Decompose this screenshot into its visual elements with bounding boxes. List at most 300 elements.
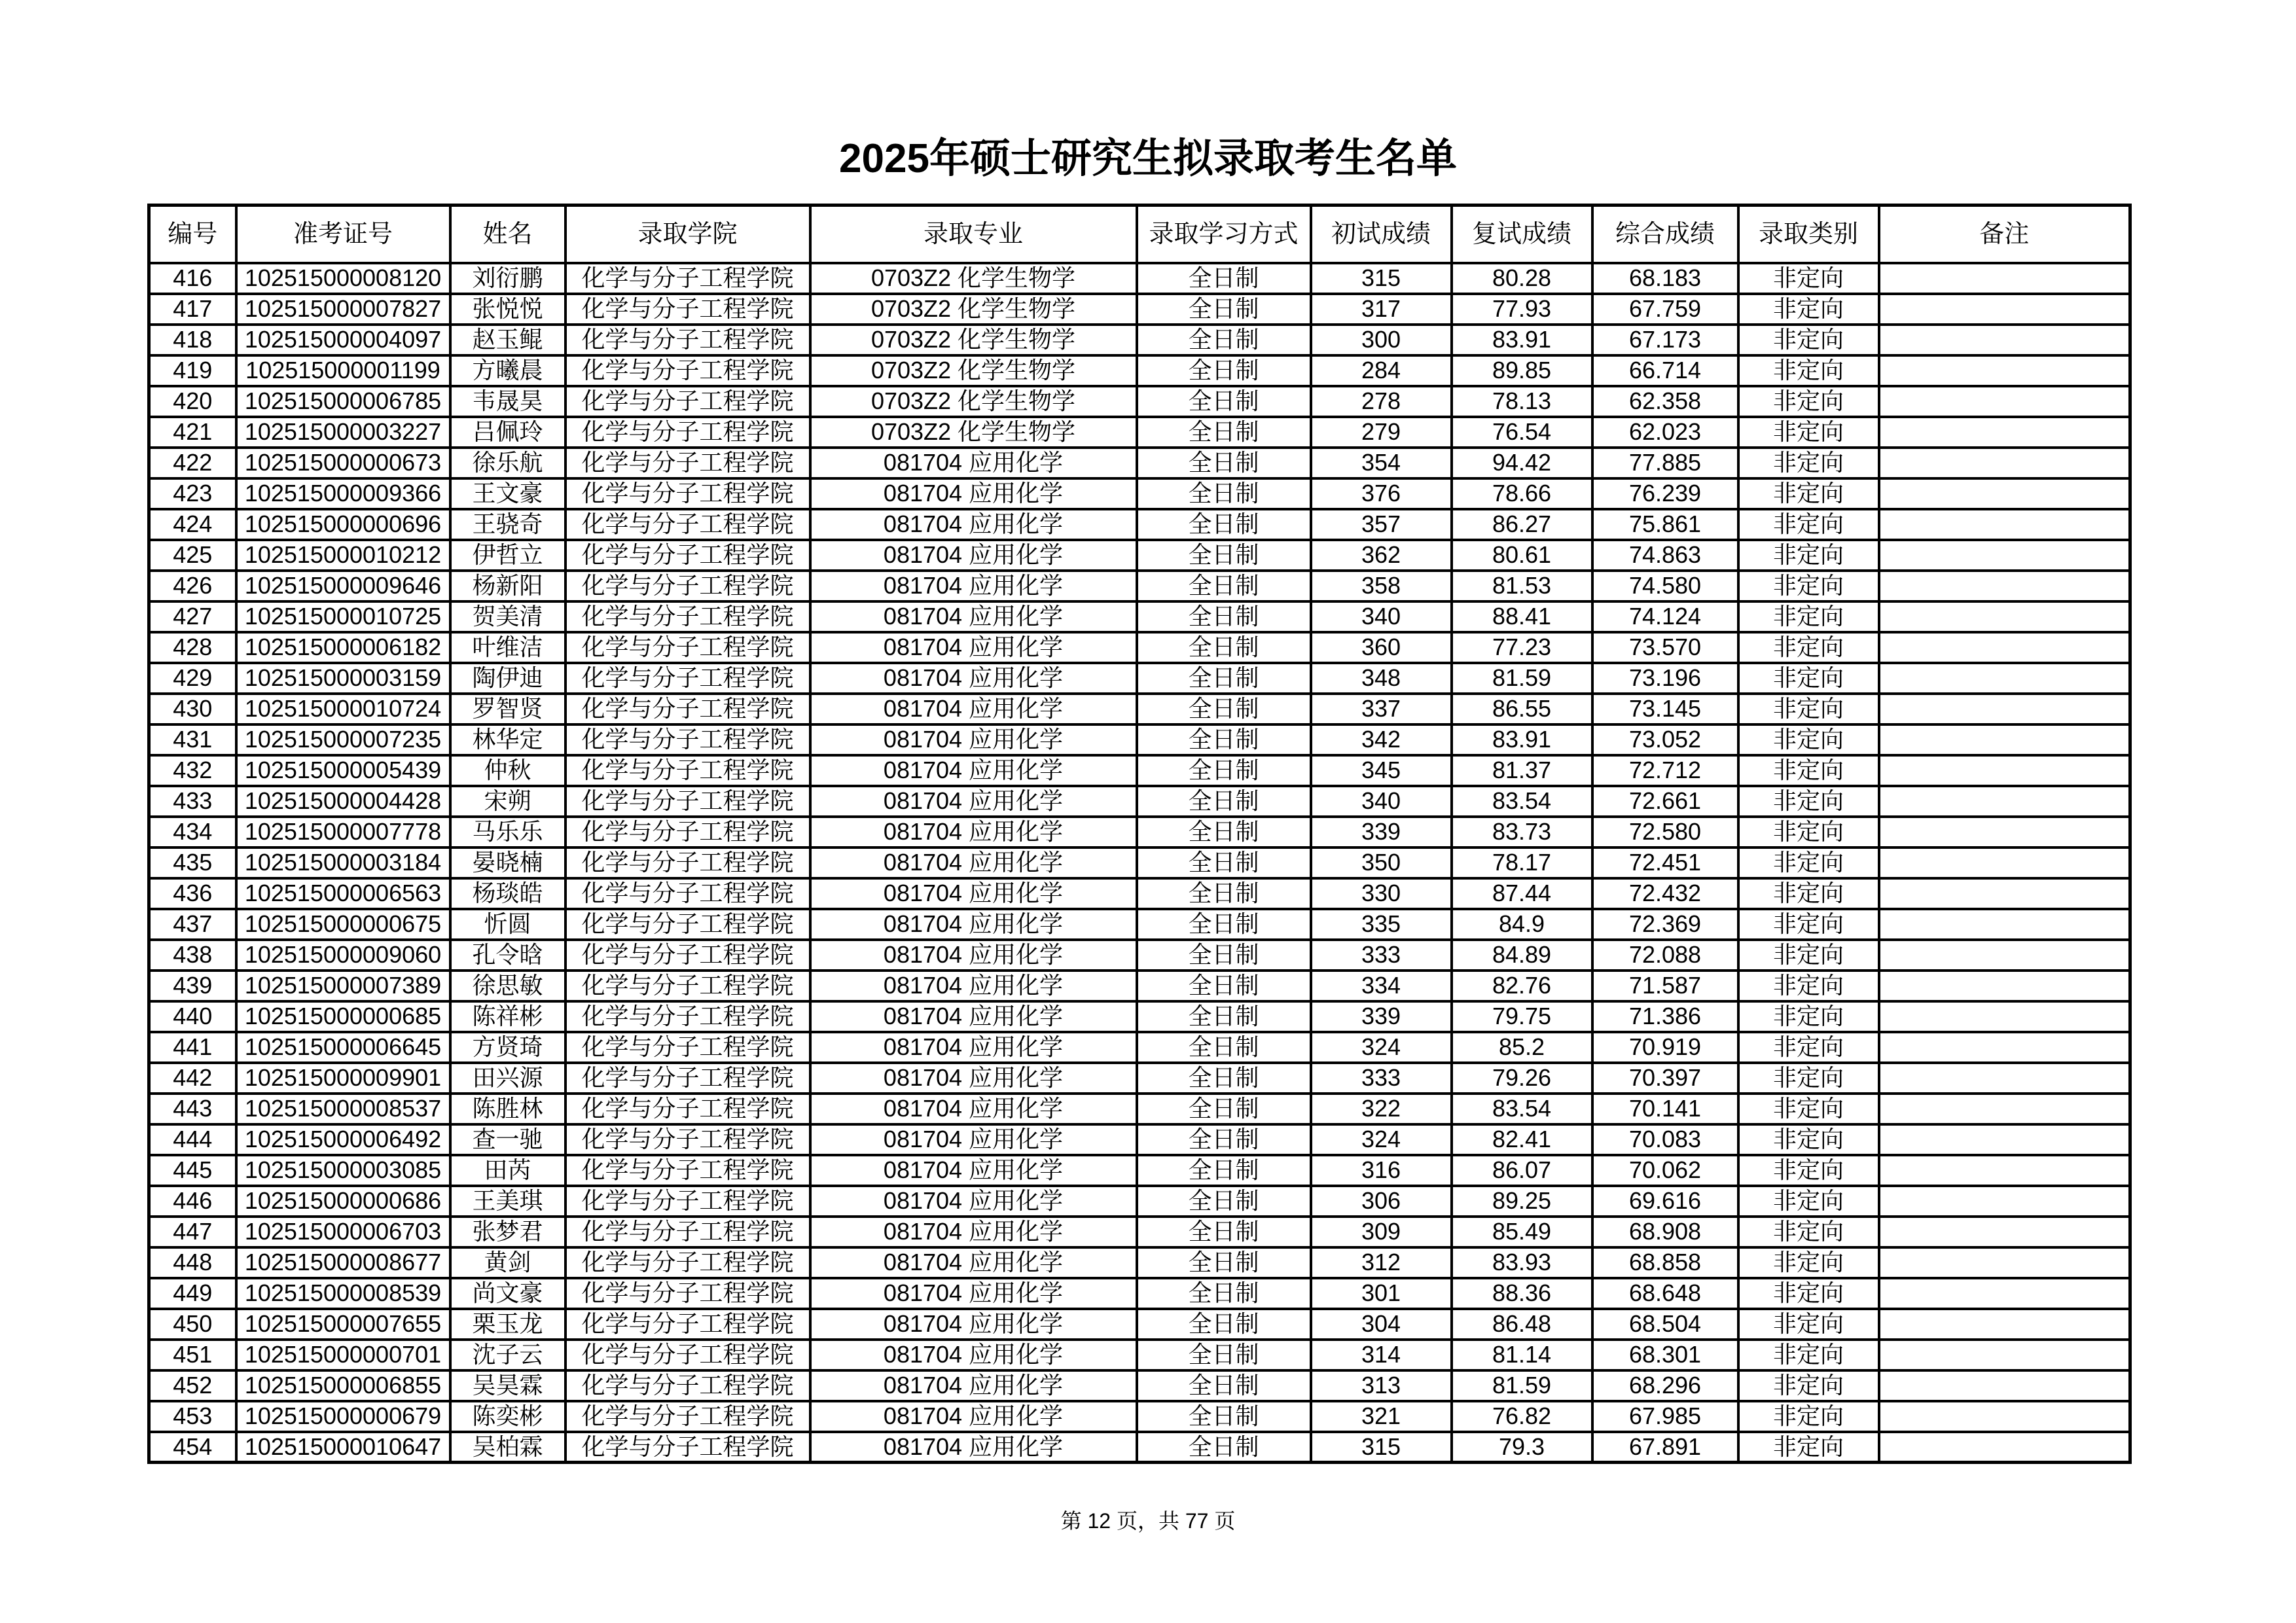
cell-id: 442 <box>149 1063 236 1094</box>
table-row <box>149 878 2130 909</box>
cell-ticket-number: 102515000008120 <box>236 263 450 294</box>
cell-admission-category: 非定向 <box>1738 355 1879 386</box>
cell-study-mode: 全日制 <box>1137 571 1311 601</box>
cell-id: 418 <box>149 325 236 355</box>
cell-admission-category: 非定向 <box>1738 1340 1879 1370</box>
cell-ticket-number: 102515000010725 <box>236 601 450 632</box>
cell-remarks <box>1879 601 2130 632</box>
cell-college: 化学与分子工程学院 <box>565 940 810 971</box>
cell-study-mode: 全日制 <box>1137 355 1311 386</box>
cell-remarks <box>1879 1370 2130 1401</box>
cell-id: 419 <box>149 355 236 386</box>
cell-college: 化学与分子工程学院 <box>565 1278 810 1309</box>
cell-admission-category: 非定向 <box>1738 817 1879 847</box>
cell-ticket-number: 102515000009060 <box>236 940 450 971</box>
cell-name: 查一驰 <box>450 1124 565 1155</box>
cell-study-mode: 全日制 <box>1137 448 1311 478</box>
cell-remarks <box>1879 1094 2130 1124</box>
cell-retest-score: 86.07 <box>1452 1155 1592 1186</box>
cell-ticket-number: 102515000006563 <box>236 878 450 909</box>
cell-id: 421 <box>149 417 236 448</box>
cell-major: 0703Z2 化学生物学 <box>810 386 1137 417</box>
cell-comprehensive-score: 72.088 <box>1592 940 1738 971</box>
table-row <box>149 540 2130 571</box>
cell-comprehensive-score: 72.712 <box>1592 755 1738 786</box>
cell-comprehensive-score: 74.580 <box>1592 571 1738 601</box>
cell-study-mode: 全日制 <box>1137 294 1311 325</box>
cell-study-mode: 全日制 <box>1137 1370 1311 1401</box>
table-row <box>149 663 2130 694</box>
cell-initial-score: 345 <box>1311 755 1452 786</box>
cell-remarks <box>1879 1186 2130 1217</box>
cell-id: 428 <box>149 632 236 663</box>
cell-initial-score: 376 <box>1311 478 1452 509</box>
cell-retest-score: 76.54 <box>1452 417 1592 448</box>
cell-name: 仲秋 <box>450 755 565 786</box>
cell-initial-score: 342 <box>1311 724 1452 755</box>
cell-comprehensive-score: 70.083 <box>1592 1124 1738 1155</box>
table-row <box>149 755 2130 786</box>
cell-retest-score: 81.53 <box>1452 571 1592 601</box>
cell-name: 张悦悦 <box>450 294 565 325</box>
cell-id: 431 <box>149 724 236 755</box>
cell-remarks <box>1879 1063 2130 1094</box>
cell-name: 晏晓楠 <box>450 847 565 878</box>
cell-remarks <box>1879 325 2130 355</box>
admission-list-table <box>147 204 2132 1464</box>
cell-study-mode: 全日制 <box>1137 1155 1311 1186</box>
cell-initial-score: 335 <box>1311 909 1452 940</box>
cell-admission-category: 非定向 <box>1738 417 1879 448</box>
cell-name: 陶伊迪 <box>450 663 565 694</box>
cell-initial-score: 333 <box>1311 1063 1452 1094</box>
cell-ticket-number: 102515000004097 <box>236 325 450 355</box>
table-row <box>149 940 2130 971</box>
cell-initial-score: 362 <box>1311 540 1452 571</box>
cell-study-mode: 全日制 <box>1137 1247 1311 1278</box>
cell-name: 张梦君 <box>450 1217 565 1247</box>
cell-name: 吴柏霖 <box>450 1432 565 1463</box>
cell-college: 化学与分子工程学院 <box>565 571 810 601</box>
cell-remarks <box>1879 1217 2130 1247</box>
cell-admission-category: 非定向 <box>1738 1401 1879 1432</box>
cell-comprehensive-score: 70.141 <box>1592 1094 1738 1124</box>
cell-study-mode: 全日制 <box>1137 1340 1311 1370</box>
cell-admission-category: 非定向 <box>1738 1032 1879 1063</box>
cell-major: 081704 应用化学 <box>810 571 1137 601</box>
table-row <box>149 817 2130 847</box>
cell-study-mode: 全日制 <box>1137 755 1311 786</box>
cell-remarks <box>1879 1001 2130 1032</box>
cell-major: 081704 应用化学 <box>810 724 1137 755</box>
cell-remarks <box>1879 971 2130 1001</box>
cell-initial-score: 322 <box>1311 1094 1452 1124</box>
cell-name: 杨琰皓 <box>450 878 565 909</box>
cell-id: 446 <box>149 1186 236 1217</box>
cell-remarks <box>1879 540 2130 571</box>
cell-study-mode: 全日制 <box>1137 601 1311 632</box>
cell-major: 081704 应用化学 <box>810 632 1137 663</box>
cell-major: 081704 应用化学 <box>810 1124 1137 1155</box>
column-header-college: 录取学院 <box>565 205 810 263</box>
table-row <box>149 694 2130 724</box>
cell-ticket-number: 102515000007235 <box>236 724 450 755</box>
cell-college: 化学与分子工程学院 <box>565 1094 810 1124</box>
cell-remarks <box>1879 1247 2130 1278</box>
cell-major: 081704 应用化学 <box>810 878 1137 909</box>
cell-initial-score: 337 <box>1311 694 1452 724</box>
cell-id: 422 <box>149 448 236 478</box>
table-row <box>149 909 2130 940</box>
cell-remarks <box>1879 417 2130 448</box>
cell-admission-category: 非定向 <box>1738 909 1879 940</box>
cell-retest-score: 79.3 <box>1452 1432 1592 1463</box>
cell-ticket-number: 102515000007389 <box>236 971 450 1001</box>
cell-college: 化学与分子工程学院 <box>565 786 810 817</box>
cell-study-mode: 全日制 <box>1137 817 1311 847</box>
cell-retest-score: 83.93 <box>1452 1247 1592 1278</box>
cell-admission-category: 非定向 <box>1738 663 1879 694</box>
table-row <box>149 1124 2130 1155</box>
cell-retest-score: 78.13 <box>1452 386 1592 417</box>
cell-study-mode: 全日制 <box>1137 971 1311 1001</box>
cell-name: 王美琪 <box>450 1186 565 1217</box>
cell-comprehensive-score: 73.196 <box>1592 663 1738 694</box>
cell-id: 447 <box>149 1217 236 1247</box>
cell-admission-category: 非定向 <box>1738 1217 1879 1247</box>
cell-id: 448 <box>149 1247 236 1278</box>
cell-study-mode: 全日制 <box>1137 878 1311 909</box>
cell-study-mode: 全日制 <box>1137 1217 1311 1247</box>
cell-ticket-number: 102515000001199 <box>236 355 450 386</box>
cell-comprehensive-score: 68.183 <box>1592 263 1738 294</box>
table-row <box>149 478 2130 509</box>
column-header-admission-category: 录取类别 <box>1738 205 1879 263</box>
cell-remarks <box>1879 1309 2130 1340</box>
cell-name: 宋朔 <box>450 786 565 817</box>
cell-id: 420 <box>149 386 236 417</box>
cell-ticket-number: 102515000000686 <box>236 1186 450 1217</box>
cell-ticket-number: 102515000007827 <box>236 294 450 325</box>
cell-name: 马乐乐 <box>450 817 565 847</box>
cell-retest-score: 81.37 <box>1452 755 1592 786</box>
table-row <box>149 355 2130 386</box>
cell-name: 罗智贤 <box>450 694 565 724</box>
cell-college: 化学与分子工程学院 <box>565 755 810 786</box>
cell-retest-score: 83.54 <box>1452 1094 1592 1124</box>
cell-initial-score: 306 <box>1311 1186 1452 1217</box>
cell-id: 440 <box>149 1001 236 1032</box>
cell-study-mode: 全日制 <box>1137 417 1311 448</box>
cell-remarks <box>1879 1032 2130 1063</box>
cell-name: 方贤琦 <box>450 1032 565 1063</box>
cell-name: 陈胜林 <box>450 1094 565 1124</box>
cell-admission-category: 非定向 <box>1738 1432 1879 1463</box>
cell-major: 081704 应用化学 <box>810 1032 1137 1063</box>
cell-study-mode: 全日制 <box>1137 1186 1311 1217</box>
column-header-comprehensive-score: 综合成绩 <box>1592 205 1738 263</box>
cell-college: 化学与分子工程学院 <box>565 817 810 847</box>
cell-initial-score: 330 <box>1311 878 1452 909</box>
cell-initial-score: 348 <box>1311 663 1452 694</box>
column-header-retest-score: 复试成绩 <box>1452 205 1592 263</box>
table-row <box>149 1063 2130 1094</box>
cell-remarks <box>1879 355 2130 386</box>
cell-id: 426 <box>149 571 236 601</box>
cell-remarks <box>1879 755 2130 786</box>
cell-college: 化学与分子工程学院 <box>565 1001 810 1032</box>
cell-initial-score: 313 <box>1311 1370 1452 1401</box>
cell-initial-score: 340 <box>1311 786 1452 817</box>
cell-admission-category: 非定向 <box>1738 786 1879 817</box>
cell-id: 424 <box>149 509 236 540</box>
cell-name: 方曦晨 <box>450 355 565 386</box>
cell-college: 化学与分子工程学院 <box>565 386 810 417</box>
cell-ticket-number: 102515000009901 <box>236 1063 450 1094</box>
table-row <box>149 632 2130 663</box>
table-row <box>149 1432 2130 1463</box>
cell-retest-score: 85.2 <box>1452 1032 1592 1063</box>
cell-major: 081704 应用化学 <box>810 847 1137 878</box>
cell-remarks <box>1879 571 2130 601</box>
cell-retest-score: 86.55 <box>1452 694 1592 724</box>
cell-major: 081704 应用化学 <box>810 909 1137 940</box>
cell-major: 081704 应用化学 <box>810 1155 1137 1186</box>
cell-remarks <box>1879 817 2130 847</box>
cell-retest-score: 83.73 <box>1452 817 1592 847</box>
cell-ticket-number: 102515000006703 <box>236 1217 450 1247</box>
table-row <box>149 448 2130 478</box>
cell-retest-score: 77.93 <box>1452 294 1592 325</box>
cell-admission-category: 非定向 <box>1738 1063 1879 1094</box>
cell-admission-category: 非定向 <box>1738 1124 1879 1155</box>
cell-college: 化学与分子工程学院 <box>565 1186 810 1217</box>
cell-ticket-number: 102515000003085 <box>236 1155 450 1186</box>
cell-admission-category: 非定向 <box>1738 540 1879 571</box>
cell-retest-score: 83.91 <box>1452 325 1592 355</box>
cell-college: 化学与分子工程学院 <box>565 509 810 540</box>
cell-admission-category: 非定向 <box>1738 325 1879 355</box>
cell-admission-category: 非定向 <box>1738 448 1879 478</box>
cell-comprehensive-score: 72.580 <box>1592 817 1738 847</box>
cell-major: 081704 应用化学 <box>810 1340 1137 1370</box>
cell-name: 吴昊霖 <box>450 1370 565 1401</box>
cell-major: 081704 应用化学 <box>810 940 1137 971</box>
cell-retest-score: 84.89 <box>1452 940 1592 971</box>
cell-comprehensive-score: 72.451 <box>1592 847 1738 878</box>
cell-ticket-number: 102515000010647 <box>236 1432 450 1463</box>
cell-major: 0703Z2 化学生物学 <box>810 417 1137 448</box>
cell-college: 化学与分子工程学院 <box>565 632 810 663</box>
cell-name: 赵玉鲲 <box>450 325 565 355</box>
cell-name: 吕佩玲 <box>450 417 565 448</box>
cell-comprehensive-score: 67.173 <box>1592 325 1738 355</box>
cell-admission-category: 非定向 <box>1738 294 1879 325</box>
cell-id: 453 <box>149 1401 236 1432</box>
cell-study-mode: 全日制 <box>1137 1094 1311 1124</box>
cell-retest-score: 81.14 <box>1452 1340 1592 1370</box>
cell-study-mode: 全日制 <box>1137 386 1311 417</box>
cell-initial-score: 301 <box>1311 1278 1452 1309</box>
cell-admission-category: 非定向 <box>1738 878 1879 909</box>
cell-major: 0703Z2 化学生物学 <box>810 294 1137 325</box>
cell-initial-score: 339 <box>1311 817 1452 847</box>
cell-ticket-number: 102515000007655 <box>236 1309 450 1340</box>
cell-major: 081704 应用化学 <box>810 1309 1137 1340</box>
cell-ticket-number: 102515000007778 <box>236 817 450 847</box>
cell-remarks <box>1879 1155 2130 1186</box>
cell-comprehensive-score: 67.985 <box>1592 1401 1738 1432</box>
table-row <box>149 325 2130 355</box>
cell-id: 427 <box>149 601 236 632</box>
cell-major: 081704 应用化学 <box>810 817 1137 847</box>
cell-admission-category: 非定向 <box>1738 1309 1879 1340</box>
cell-admission-category: 非定向 <box>1738 755 1879 786</box>
cell-remarks <box>1879 940 2130 971</box>
cell-college: 化学与分子工程学院 <box>565 909 810 940</box>
cell-remarks <box>1879 663 2130 694</box>
cell-study-mode: 全日制 <box>1137 663 1311 694</box>
cell-ticket-number: 102515000000685 <box>236 1001 450 1032</box>
cell-retest-score: 86.48 <box>1452 1309 1592 1340</box>
table-row <box>149 294 2130 325</box>
table-row <box>149 1001 2130 1032</box>
cell-college: 化学与分子工程学院 <box>565 1032 810 1063</box>
cell-initial-score: 340 <box>1311 601 1452 632</box>
cell-retest-score: 89.25 <box>1452 1186 1592 1217</box>
cell-retest-score: 88.41 <box>1452 601 1592 632</box>
cell-comprehensive-score: 70.919 <box>1592 1032 1738 1063</box>
cell-name: 徐思敏 <box>450 971 565 1001</box>
cell-major: 081704 应用化学 <box>810 478 1137 509</box>
header-row <box>149 205 2130 263</box>
cell-major: 081704 应用化学 <box>810 786 1137 817</box>
cell-initial-score: 278 <box>1311 386 1452 417</box>
cell-college: 化学与分子工程学院 <box>565 294 810 325</box>
cell-name: 叶维洁 <box>450 632 565 663</box>
cell-college: 化学与分子工程学院 <box>565 448 810 478</box>
cell-admission-category: 非定向 <box>1738 847 1879 878</box>
cell-major: 081704 应用化学 <box>810 694 1137 724</box>
cell-id: 432 <box>149 755 236 786</box>
cell-comprehensive-score: 71.386 <box>1592 1001 1738 1032</box>
column-header-remarks: 备注 <box>1879 205 2130 263</box>
cell-id: 454 <box>149 1432 236 1463</box>
cell-study-mode: 全日制 <box>1137 786 1311 817</box>
cell-college: 化学与分子工程学院 <box>565 263 810 294</box>
cell-retest-score: 87.44 <box>1452 878 1592 909</box>
cell-college: 化学与分子工程学院 <box>565 1247 810 1278</box>
cell-remarks <box>1879 1278 2130 1309</box>
cell-initial-score: 304 <box>1311 1309 1452 1340</box>
cell-retest-score: 86.27 <box>1452 509 1592 540</box>
cell-initial-score: 354 <box>1311 448 1452 478</box>
cell-comprehensive-score: 74.863 <box>1592 540 1738 571</box>
cell-major: 081704 应用化学 <box>810 1186 1137 1217</box>
cell-remarks <box>1879 786 2130 817</box>
cell-college: 化学与分子工程学院 <box>565 724 810 755</box>
cell-initial-score: 314 <box>1311 1340 1452 1370</box>
cell-ticket-number: 102515000003227 <box>236 417 450 448</box>
cell-study-mode: 全日制 <box>1137 909 1311 940</box>
cell-initial-score: 316 <box>1311 1155 1452 1186</box>
cell-name: 黄剑 <box>450 1247 565 1278</box>
table-row <box>149 1278 2130 1309</box>
cell-retest-score: 89.85 <box>1452 355 1592 386</box>
cell-ticket-number: 102515000008677 <box>236 1247 450 1278</box>
table-row <box>149 1401 2130 1432</box>
cell-comprehensive-score: 74.124 <box>1592 601 1738 632</box>
cell-admission-category: 非定向 <box>1738 940 1879 971</box>
cell-comprehensive-score: 72.369 <box>1592 909 1738 940</box>
cell-remarks <box>1879 509 2130 540</box>
cell-admission-category: 非定向 <box>1738 694 1879 724</box>
cell-retest-score: 79.26 <box>1452 1063 1592 1094</box>
cell-college: 化学与分子工程学院 <box>565 1309 810 1340</box>
cell-comprehensive-score: 62.023 <box>1592 417 1738 448</box>
cell-name: 陈奕彬 <box>450 1401 565 1432</box>
cell-study-mode: 全日制 <box>1137 540 1311 571</box>
cell-admission-category: 非定向 <box>1738 1370 1879 1401</box>
cell-major: 081704 应用化学 <box>810 1370 1137 1401</box>
cell-name: 王文豪 <box>450 478 565 509</box>
cell-ticket-number: 102515000006785 <box>236 386 450 417</box>
cell-retest-score: 76.82 <box>1452 1401 1592 1432</box>
cell-retest-score: 94.42 <box>1452 448 1592 478</box>
cell-name: 王骁奇 <box>450 509 565 540</box>
cell-ticket-number: 102515000003159 <box>236 663 450 694</box>
cell-comprehensive-score: 77.885 <box>1592 448 1738 478</box>
cell-id: 443 <box>149 1094 236 1124</box>
cell-initial-score: 350 <box>1311 847 1452 878</box>
cell-ticket-number: 102515000010724 <box>236 694 450 724</box>
table-row <box>149 786 2130 817</box>
cell-comprehensive-score: 68.296 <box>1592 1370 1738 1401</box>
table-row <box>149 847 2130 878</box>
cell-retest-score: 85.49 <box>1452 1217 1592 1247</box>
table-row <box>149 1032 2130 1063</box>
cell-comprehensive-score: 75.861 <box>1592 509 1738 540</box>
cell-comprehensive-score: 73.570 <box>1592 632 1738 663</box>
cell-retest-score: 83.91 <box>1452 724 1592 755</box>
cell-admission-category: 非定向 <box>1738 509 1879 540</box>
cell-id: 444 <box>149 1124 236 1155</box>
cell-college: 化学与分子工程学院 <box>565 663 810 694</box>
cell-id: 439 <box>149 971 236 1001</box>
cell-admission-category: 非定向 <box>1738 571 1879 601</box>
cell-initial-score: 279 <box>1311 417 1452 448</box>
cell-initial-score: 357 <box>1311 509 1452 540</box>
cell-admission-category: 非定向 <box>1738 478 1879 509</box>
table-row <box>149 1340 2130 1370</box>
cell-comprehensive-score: 70.397 <box>1592 1063 1738 1094</box>
cell-comprehensive-score: 70.062 <box>1592 1155 1738 1186</box>
cell-major: 0703Z2 化学生物学 <box>810 355 1137 386</box>
cell-remarks <box>1879 448 2130 478</box>
cell-comprehensive-score: 68.504 <box>1592 1309 1738 1340</box>
cell-name: 韦晟昊 <box>450 386 565 417</box>
cell-name: 贺美清 <box>450 601 565 632</box>
cell-retest-score: 80.61 <box>1452 540 1592 571</box>
table-row <box>149 509 2130 540</box>
cell-id: 425 <box>149 540 236 571</box>
cell-study-mode: 全日制 <box>1137 1309 1311 1340</box>
cell-remarks <box>1879 386 2130 417</box>
table-row <box>149 601 2130 632</box>
cell-study-mode: 全日制 <box>1137 940 1311 971</box>
table-row <box>149 971 2130 1001</box>
column-header-name: 姓名 <box>450 205 565 263</box>
